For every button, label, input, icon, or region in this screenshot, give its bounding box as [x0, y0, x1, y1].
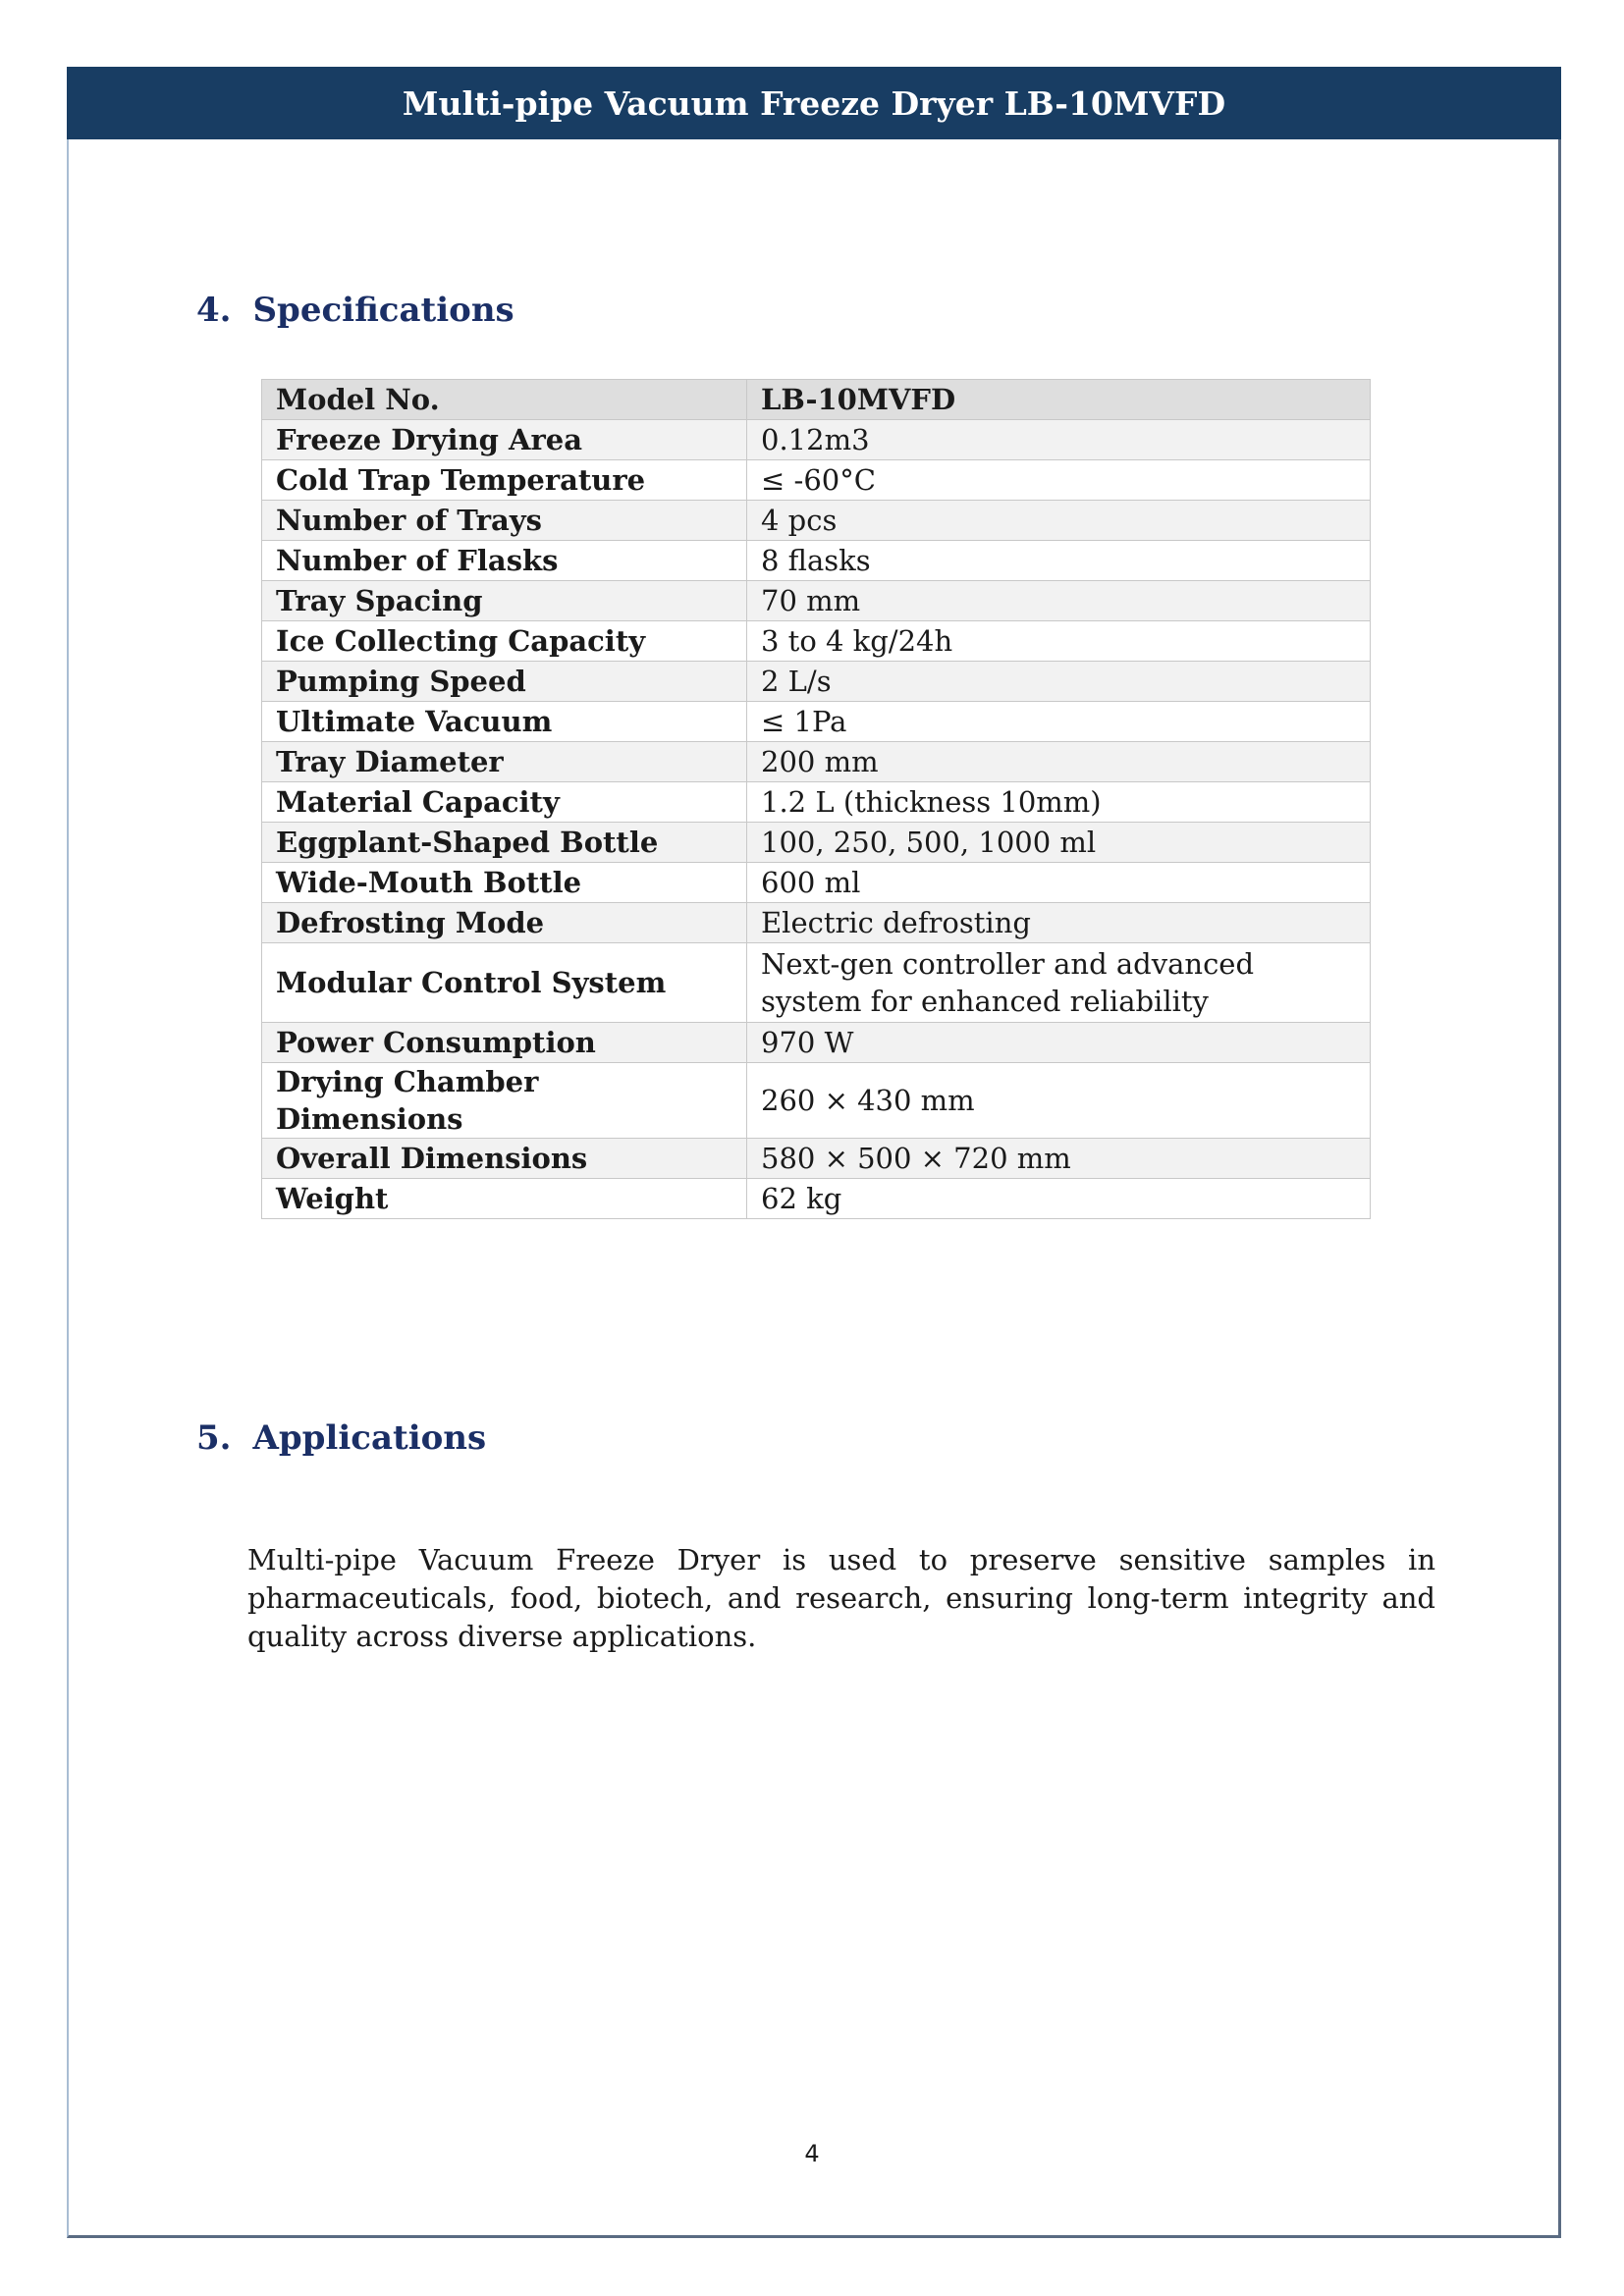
spec-value: Next-gen controller and advanced system for enhanced reliability [747, 943, 1371, 1023]
spec-value: 0.12m3 [747, 420, 1371, 460]
section-number: 5. [196, 1418, 232, 1458]
table-row [262, 742, 1371, 782]
table-row [262, 581, 1371, 621]
spec-label: Tray Diameter [262, 742, 747, 782]
spec-value: 1.2 L (thickness 10mm) [747, 782, 1371, 823]
section-title: Specifications [252, 291, 514, 330]
applications-heading [196, 1418, 486, 1458]
spec-label: Tray Spacing [262, 581, 747, 621]
spec-label: Cold Trap Temperature [262, 460, 747, 501]
spec-value: 580 × 500 × 720 mm [747, 1139, 1371, 1179]
spec-value: LB-10MVFD [747, 380, 1371, 420]
table-row [262, 1063, 1371, 1139]
document-title: Multi-pipe Vacuum Freeze Dryer LB-10MVFD [402, 83, 1226, 123]
spec-value: 100, 250, 500, 1000 ml [747, 823, 1371, 863]
spec-label: Material Capacity [262, 782, 747, 823]
spec-value: ≤ 1Pa [747, 702, 1371, 742]
section-title: Applications [252, 1418, 487, 1458]
spec-label: Model No. [262, 380, 747, 420]
table-row [262, 380, 1371, 420]
spec-value: 260 × 430 mm [747, 1063, 1371, 1139]
spec-label: Pumping Speed [262, 662, 747, 702]
table-row [262, 541, 1371, 581]
table-row [262, 420, 1371, 460]
table-row [262, 460, 1371, 501]
spec-label: Modular Control System [262, 943, 747, 1023]
spec-value: ≤ -60°C [747, 460, 1371, 501]
spec-value: 70 mm [747, 581, 1371, 621]
table-row [262, 501, 1371, 541]
spec-value: 970 W [747, 1023, 1371, 1063]
spec-label: Defrosting Mode [262, 903, 747, 943]
table-row [262, 1139, 1371, 1179]
spec-label: Drying Chamber Dimensions [262, 1063, 747, 1139]
applications-paragraph: Multi-pipe Vacuum Freeze Dryer is used to preserve sensitive samples in pharmaceuticals, food, biotech, and research, ensuring long-term integrity and quality across diverse applications. [247, 1543, 1435, 1653]
table-row [262, 621, 1371, 662]
table-row [262, 823, 1371, 863]
page-number: 4 [804, 2140, 820, 2167]
spec-label: Number of Flasks [262, 541, 747, 581]
spec-label: Power Consumption [262, 1023, 747, 1063]
table-row [262, 903, 1371, 943]
spec-value: 8 flasks [747, 541, 1371, 581]
spec-value: 4 pcs [747, 501, 1371, 541]
spec-label: Weight [262, 1179, 747, 1219]
spec-value: 600 ml [747, 863, 1371, 903]
spec-value: 200 mm [747, 742, 1371, 782]
spec-label: Eggplant-Shaped Bottle [262, 823, 747, 863]
specifications-heading [196, 291, 514, 330]
table-row [262, 863, 1371, 903]
table-row [262, 702, 1371, 742]
spec-value: 3 to 4 kg/24h [747, 621, 1371, 662]
section-number: 4. [196, 291, 232, 330]
table-row [262, 1179, 1371, 1219]
table-row [262, 1023, 1371, 1063]
header-bar [67, 67, 1561, 139]
spec-label: Wide-Mouth Bottle [262, 863, 747, 903]
spec-label: Ultimate Vacuum [262, 702, 747, 742]
spec-value: Electric defrosting [747, 903, 1371, 943]
spec-value: 62 kg [747, 1179, 1371, 1219]
specifications-table [261, 379, 1371, 1219]
spec-label: Number of Trays [262, 501, 747, 541]
table-row [262, 943, 1371, 1023]
spec-label: Freeze Drying Area [262, 420, 747, 460]
spec-label: Ice Collecting Capacity [262, 621, 747, 662]
spec-value: 2 L/s [747, 662, 1371, 702]
spec-label: Overall Dimensions [262, 1139, 747, 1179]
table-row [262, 662, 1371, 702]
table-row [262, 782, 1371, 823]
